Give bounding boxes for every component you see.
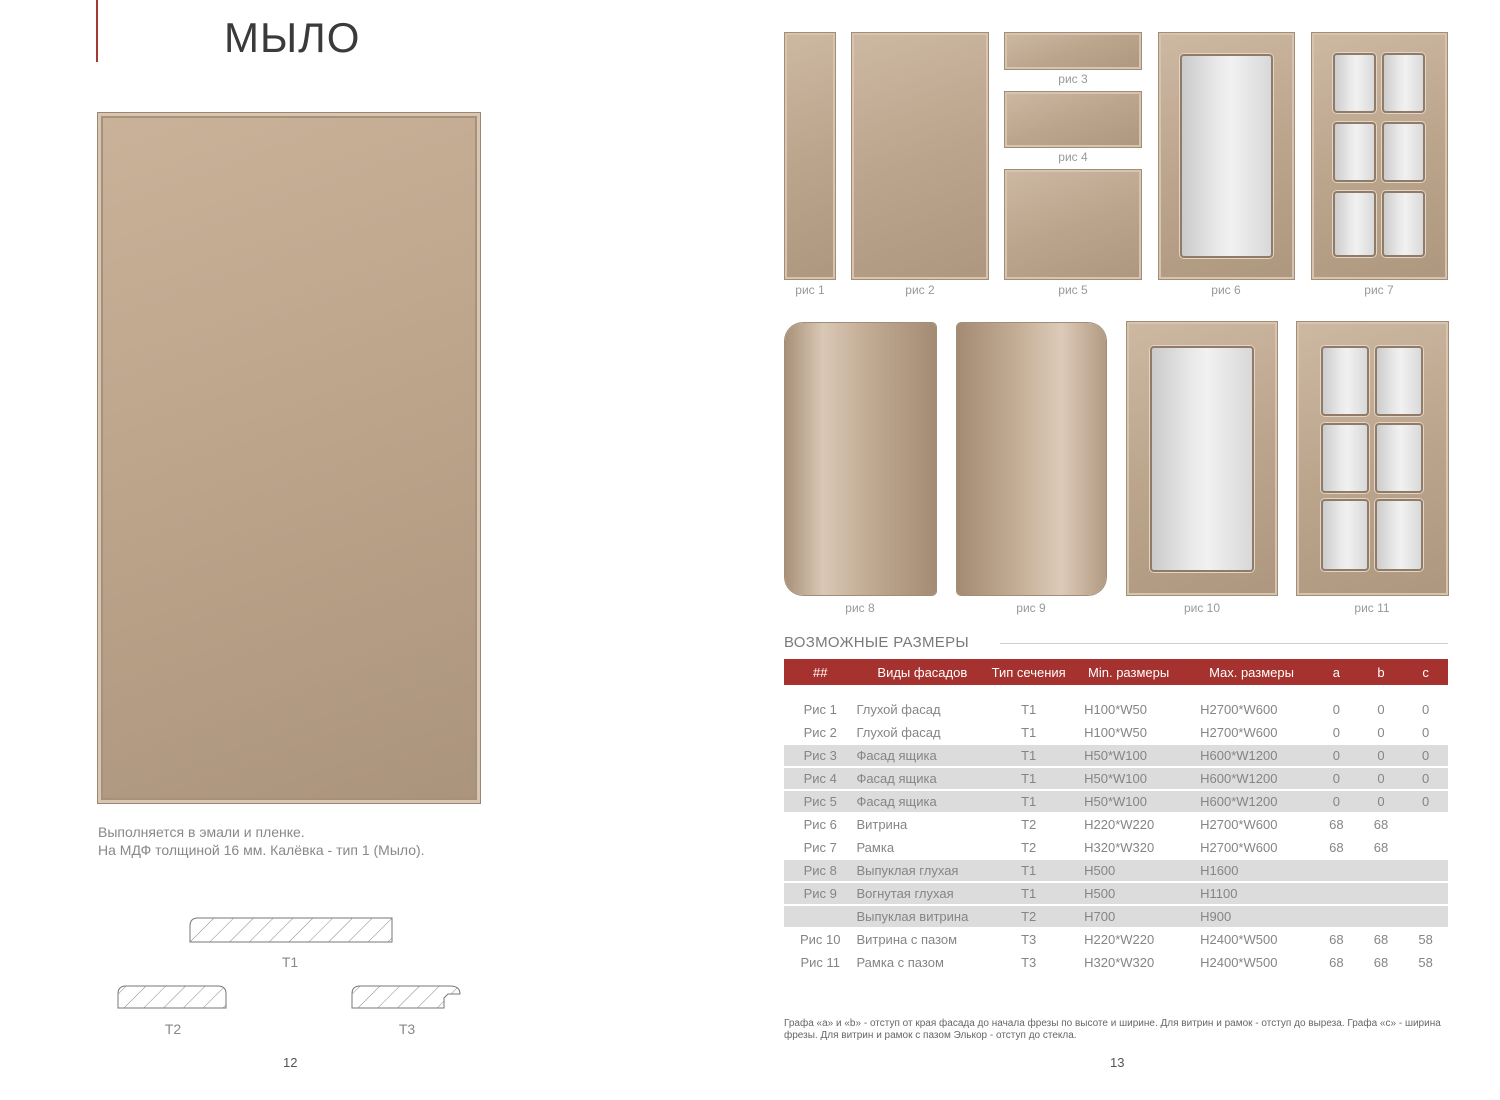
cell-section-type: T1 <box>989 790 1068 813</box>
figure-3-caption: рис 3 <box>1058 72 1088 86</box>
cell-section-type: T2 <box>989 813 1068 836</box>
cell-max-size: H2700*W600 <box>1190 698 1314 721</box>
cell-min-size: H320*W320 <box>1068 836 1190 859</box>
header-a: a <box>1314 659 1359 685</box>
cell-min-size: H700 <box>1068 905 1190 928</box>
cell-b <box>1359 859 1404 882</box>
cell-b: 68 <box>1359 836 1404 859</box>
cell-b <box>1359 882 1404 905</box>
cell-b: 0 <box>1359 698 1404 721</box>
cell-a: 0 <box>1314 790 1359 813</box>
figure-9-caption: рис 9 <box>1016 601 1046 615</box>
footnote: Графа «a» и «b» - отступ от края фасада до начала фрезы по высоте и ширине. Для витрин и рамок - отступ до выреза. Графа «с» - ширина фрезы. Для витрин и рамок с пазом Элькор - отступ до стекла. <box>784 1018 1441 1041</box>
header-min-size: Min. размеры <box>1068 659 1190 685</box>
figure-11-glass <box>1375 499 1423 571</box>
description-line-2: На МДФ толщиной 16 мм. Калёвка - тип 1 (Мыло). <box>98 842 425 858</box>
cell-number: Рис 5 <box>784 790 856 813</box>
cell-min-size: H50*W100 <box>1068 790 1190 813</box>
cell-section-type: T1 <box>989 882 1068 905</box>
cell-number: Рис 8 <box>784 859 856 882</box>
figure-11-glass <box>1375 423 1423 493</box>
facade-main-image <box>98 113 480 803</box>
cell-section-type: T1 <box>989 698 1068 721</box>
cell-c: 0 <box>1403 790 1448 813</box>
figure-7-glass <box>1333 191 1376 257</box>
cell-facade-type: Выпуклая глухая <box>856 859 989 882</box>
header-b: b <box>1359 659 1404 685</box>
figure-7-glass <box>1382 122 1425 182</box>
facade-description <box>98 823 425 859</box>
cell-c: 0 <box>1403 698 1448 721</box>
cell-c <box>1403 836 1448 859</box>
cell-c: 58 <box>1403 951 1448 974</box>
cell-section-type: T1 <box>989 767 1068 790</box>
cell-facade-type: Витрина с пазом <box>856 928 989 951</box>
header-c: c <box>1403 659 1448 685</box>
figure-7-glass <box>1382 191 1425 257</box>
cell-a: 0 <box>1314 744 1359 767</box>
cell-facade-type: Фасад ящика <box>856 767 989 790</box>
cell-c: 0 <box>1403 721 1448 744</box>
profile-t2-drawing <box>112 980 234 1014</box>
figure-6-showcase <box>1159 33 1294 279</box>
cell-min-size: H100*W50 <box>1068 721 1190 744</box>
cell-section-type: T2 <box>989 905 1068 928</box>
table-row <box>784 859 1448 882</box>
profile-t2-label: T2 <box>164 1021 182 1037</box>
cell-facade-type: Рамка с пазом <box>856 951 989 974</box>
table-spacer <box>784 685 1448 698</box>
figure-5-drawer <box>1005 170 1141 279</box>
figure-1-narrow-panel <box>785 33 835 279</box>
cell-number: Рис 7 <box>784 836 856 859</box>
cell-max-size: H600*W1200 <box>1190 767 1314 790</box>
cell-min-size: H100*W50 <box>1068 698 1190 721</box>
table-row <box>784 698 1448 721</box>
figure-11-frame-groove <box>1297 322 1448 595</box>
profile-t3-label: T3 <box>398 1021 416 1037</box>
cell-b <box>1359 905 1404 928</box>
cell-max-size: H600*W1200 <box>1190 790 1314 813</box>
table-row <box>784 790 1448 813</box>
cell-number: Рис 3 <box>784 744 856 767</box>
cell-facade-type: Глухой фасад <box>856 698 989 721</box>
sizes-table-body <box>784 685 1448 974</box>
header-number: ## <box>784 659 856 685</box>
sizes-table <box>784 659 1448 975</box>
figure-6-caption: рис 6 <box>1211 283 1241 297</box>
cell-facade-type: Витрина <box>856 813 989 836</box>
page-number-left: 12 <box>283 1055 298 1070</box>
cell-facade-type: Фасад ящика <box>856 790 989 813</box>
figure-5-caption: рис 5 <box>1058 283 1088 297</box>
figure-11-caption: рис 11 <box>1354 601 1390 615</box>
cell-number: Рис 1 <box>784 698 856 721</box>
table-row <box>784 721 1448 744</box>
figure-7-glass <box>1333 53 1376 113</box>
cell-a: 68 <box>1314 951 1359 974</box>
sizes-heading: ВОЗМОЖНЫЕ РАЗМЕРЫ <box>784 634 969 651</box>
cell-b: 68 <box>1359 951 1404 974</box>
cell-facade-type: Рамка <box>856 836 989 859</box>
cell-c: 58 <box>1403 928 1448 951</box>
cell-c <box>1403 813 1448 836</box>
cell-facade-type: Фасад ящика <box>856 744 989 767</box>
cell-number: Рис 4 <box>784 767 856 790</box>
cell-min-size: H220*W220 <box>1068 813 1190 836</box>
page-title: МЫЛО <box>224 14 361 61</box>
cell-min-size: H500 <box>1068 882 1190 905</box>
cell-a <box>1314 859 1359 882</box>
table-row <box>784 813 1448 836</box>
cell-c <box>1403 905 1448 928</box>
figure-11-glass <box>1321 499 1369 571</box>
cell-max-size: H2400*W500 <box>1190 951 1314 974</box>
cell-c: 0 <box>1403 767 1448 790</box>
profile-t1-drawing <box>180 912 400 948</box>
cell-section-type: T1 <box>989 744 1068 767</box>
cell-section-type: T1 <box>989 721 1068 744</box>
cell-c: 0 <box>1403 744 1448 767</box>
cell-min-size: H50*W100 <box>1068 744 1190 767</box>
figure-7-glass <box>1382 53 1425 113</box>
cell-max-size: H2700*W600 <box>1190 721 1314 744</box>
sizes-heading-rule <box>1000 643 1448 644</box>
cell-section-type: T2 <box>989 836 1068 859</box>
header-max-size: Max. размеры <box>1190 659 1314 685</box>
figure-11-glass <box>1321 346 1369 416</box>
cell-max-size: H900 <box>1190 905 1314 928</box>
cell-min-size: H50*W100 <box>1068 767 1190 790</box>
figure-2-caption: рис 2 <box>905 283 935 297</box>
figure-10-glass <box>1150 346 1254 572</box>
cell-number: Рис 11 <box>784 951 856 974</box>
table-row <box>784 836 1448 859</box>
page-number-right: 13 <box>1110 1055 1125 1070</box>
cell-max-size: H600*W1200 <box>1190 744 1314 767</box>
cell-b: 0 <box>1359 721 1404 744</box>
cell-b: 0 <box>1359 790 1404 813</box>
figure-4-drawer <box>1005 92 1141 147</box>
figure-11-glass <box>1375 346 1423 416</box>
table-row <box>784 905 1448 928</box>
table-row <box>784 882 1448 905</box>
description-line-1: Выполняется в эмали и пленке. <box>98 824 305 840</box>
cell-number: Рис 2 <box>784 721 856 744</box>
cell-number: Рис 10 <box>784 928 856 951</box>
cell-min-size: H320*W320 <box>1068 951 1190 974</box>
cell-a <box>1314 882 1359 905</box>
figure-7-caption: рис 7 <box>1364 283 1394 297</box>
profile-t1-label: T1 <box>281 954 299 970</box>
cell-a: 0 <box>1314 721 1359 744</box>
cell-b: 68 <box>1359 813 1404 836</box>
figure-7-frame <box>1312 33 1447 279</box>
cell-number: Рис 9 <box>784 882 856 905</box>
figure-2-panel <box>852 33 988 279</box>
figure-7-glass <box>1333 122 1376 182</box>
figure-8-convex-panel <box>785 323 936 595</box>
cell-section-type: T3 <box>989 928 1068 951</box>
table-row <box>784 744 1448 767</box>
cell-max-size: H1100 <box>1190 882 1314 905</box>
cell-a: 0 <box>1314 767 1359 790</box>
figure-10-caption: рис 10 <box>1183 601 1221 615</box>
figure-11-glass <box>1321 423 1369 493</box>
cell-facade-type: Выпуклая витрина <box>856 905 989 928</box>
figure-3-drawer <box>1005 33 1141 69</box>
figure-10-showcase-groove <box>1127 322 1277 595</box>
cell-number: Рис 6 <box>784 813 856 836</box>
cell-b: 0 <box>1359 767 1404 790</box>
cell-max-size: H2700*W600 <box>1190 813 1314 836</box>
profile-t3-drawing <box>346 980 468 1014</box>
figure-6-glass <box>1180 54 1273 258</box>
cell-facade-type: Вогнутая глухая <box>856 882 989 905</box>
table-header-row <box>784 659 1448 685</box>
header-section-type: Тип сечения <box>989 659 1068 685</box>
cell-b: 0 <box>1359 744 1404 767</box>
cell-max-size: H2700*W600 <box>1190 836 1314 859</box>
cell-a: 68 <box>1314 928 1359 951</box>
cell-max-size: H2400*W500 <box>1190 928 1314 951</box>
cell-section-type: T3 <box>989 951 1068 974</box>
cell-section-type: T1 <box>989 859 1068 882</box>
figure-1-caption: рис 1 <box>795 283 825 297</box>
figure-9-concave-panel <box>957 323 1106 595</box>
cell-min-size: H500 <box>1068 859 1190 882</box>
figure-4-caption: рис 4 <box>1058 150 1088 164</box>
table-row <box>784 767 1448 790</box>
cell-c <box>1403 859 1448 882</box>
table-row <box>784 928 1448 951</box>
cell-max-size: H1600 <box>1190 859 1314 882</box>
cell-min-size: H220*W220 <box>1068 928 1190 951</box>
cell-b: 68 <box>1359 928 1404 951</box>
figure-8-caption: рис 8 <box>845 601 875 615</box>
cell-a: 68 <box>1314 813 1359 836</box>
table-row <box>784 951 1448 974</box>
cell-facade-type: Глухой фасад <box>856 721 989 744</box>
cell-a: 0 <box>1314 698 1359 721</box>
cell-a: 68 <box>1314 836 1359 859</box>
header-facade-type: Виды фасадов <box>856 659 989 685</box>
cell-c <box>1403 882 1448 905</box>
cell-a <box>1314 905 1359 928</box>
cell-number <box>784 905 856 928</box>
title-accent-rule <box>96 0 98 62</box>
